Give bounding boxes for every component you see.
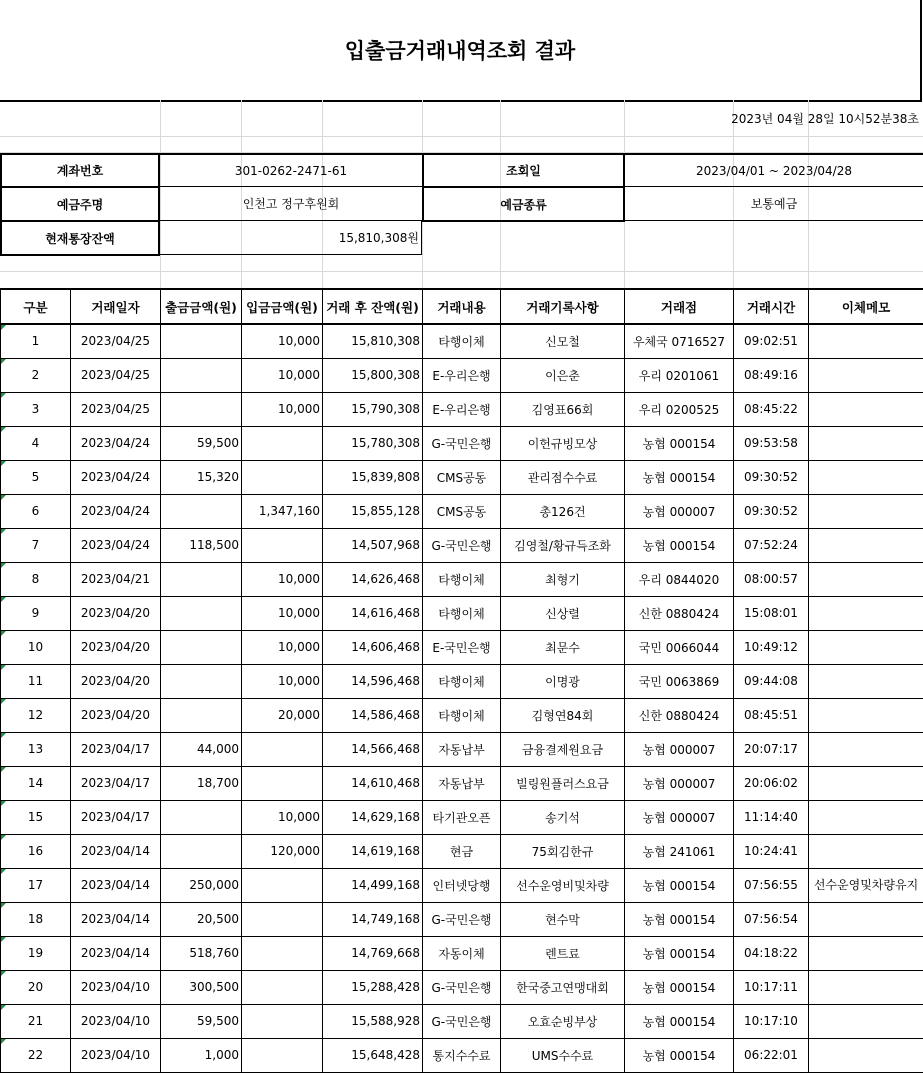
cell-time: 20:06:02 — [734, 766, 809, 800]
table-row — [1, 562, 923, 596]
cell-time: 10:17:11 — [734, 970, 809, 1004]
cell-branch: 농협 000007 — [625, 494, 734, 528]
cell-withdrawal — [161, 698, 242, 732]
cell-record: 신모철 — [501, 324, 625, 358]
cell-type: 타행이체 — [423, 664, 501, 698]
cell-record: 김형연84회 — [501, 698, 625, 732]
table-row — [1, 698, 923, 732]
cell-no: 16 — [1, 834, 71, 868]
cell-branch: 국민 0063869 — [625, 664, 734, 698]
cell-branch: 우리 0844020 — [625, 562, 734, 596]
table-row — [1, 732, 923, 766]
cell-deposit: 10,000 — [242, 664, 323, 698]
cell-deposit: 10,000 — [242, 562, 323, 596]
cell-no: 7 — [1, 528, 71, 562]
cell-record: 선수운영비및차량 — [501, 868, 625, 902]
cell-date: 2023/04/17 — [71, 766, 161, 800]
cell-record: UMS수수료 — [501, 1038, 625, 1072]
cell-type: 타행이체 — [423, 596, 501, 630]
cell-deposit — [242, 460, 323, 494]
cell-memo — [809, 902, 923, 936]
cell-type: CMS공동 — [423, 460, 501, 494]
cell-withdrawal — [161, 324, 242, 358]
cell-branch: 농협 000154 — [625, 1004, 734, 1038]
cell-time: 08:49:16 — [734, 358, 809, 392]
cell-date: 2023/04/25 — [71, 324, 161, 358]
table-row — [1, 324, 923, 358]
cell-date: 2023/04/25 — [71, 392, 161, 426]
cell-memo — [809, 596, 923, 630]
cell-withdrawal — [161, 834, 242, 868]
cell-deposit: 10,000 — [242, 358, 323, 392]
cell-deposit — [242, 426, 323, 460]
account-number-label: 계좌번호 — [0, 153, 160, 188]
cell-time: 08:00:57 — [734, 562, 809, 596]
header-no: 구분 — [1, 289, 71, 324]
cell-memo — [809, 426, 923, 460]
header-branch: 거래점 — [625, 289, 734, 324]
cell-balance: 14,629,168 — [323, 800, 423, 834]
cell-date: 2023/04/24 — [71, 528, 161, 562]
cell-memo: 선수운영및차량유지 — [809, 868, 923, 902]
cell-time: 09:53:58 — [734, 426, 809, 460]
cell-balance: 14,566,468 — [323, 732, 423, 766]
cell-withdrawal — [161, 630, 242, 664]
table-row — [1, 460, 923, 494]
table-row — [1, 1004, 923, 1038]
cell-branch: 신한 0880424 — [625, 698, 734, 732]
cell-date: 2023/04/14 — [71, 936, 161, 970]
cell-branch: 농협 000007 — [625, 766, 734, 800]
cell-date: 2023/04/20 — [71, 596, 161, 630]
cell-branch: 농협 000007 — [625, 800, 734, 834]
cell-record: 관리점수수료 — [501, 460, 625, 494]
cell-type: G-국민은행 — [423, 970, 501, 1004]
cell-no: 10 — [1, 630, 71, 664]
cell-date: 2023/04/10 — [71, 970, 161, 1004]
cell-memo — [809, 562, 923, 596]
cell-balance: 14,619,168 — [323, 834, 423, 868]
cell-date: 2023/04/24 — [71, 426, 161, 460]
cell-type: E-우리은행 — [423, 358, 501, 392]
cell-time: 07:56:55 — [734, 868, 809, 902]
cell-withdrawal — [161, 562, 242, 596]
cell-date: 2023/04/10 — [71, 1038, 161, 1072]
grid-line — [0, 136, 923, 137]
table-row — [1, 528, 923, 562]
cell-deposit: 120,000 — [242, 834, 323, 868]
deposit-type-value: 보통예금 — [625, 187, 923, 221]
cell-time: 09:30:52 — [734, 494, 809, 528]
cell-date: 2023/04/21 — [71, 562, 161, 596]
cell-balance: 14,769,668 — [323, 936, 423, 970]
cell-type: 자동납부 — [423, 732, 501, 766]
cell-balance: 15,855,128 — [323, 494, 423, 528]
cell-type: 타행이체 — [423, 562, 501, 596]
table-header-row — [1, 289, 923, 324]
cell-no: 11 — [1, 664, 71, 698]
cell-time: 06:22:01 — [734, 1038, 809, 1072]
cell-type: G-국민은행 — [423, 528, 501, 562]
cell-memo — [809, 698, 923, 732]
cell-memo — [809, 392, 923, 426]
cell-type: G-국민은행 — [423, 902, 501, 936]
cell-branch: 농협 000154 — [625, 868, 734, 902]
table-row — [1, 426, 923, 460]
cell-time: 04:18:22 — [734, 936, 809, 970]
cell-withdrawal: 118,500 — [161, 528, 242, 562]
cell-withdrawal: 44,000 — [161, 732, 242, 766]
transactions-table — [0, 288, 923, 1073]
table-row — [1, 630, 923, 664]
cell-memo — [809, 766, 923, 800]
cell-deposit — [242, 1004, 323, 1038]
cell-time: 20:07:17 — [734, 732, 809, 766]
cell-balance: 14,586,468 — [323, 698, 423, 732]
cell-balance: 14,596,468 — [323, 664, 423, 698]
cell-deposit — [242, 766, 323, 800]
cell-date: 2023/04/25 — [71, 358, 161, 392]
cell-type: G-국민은행 — [423, 1004, 501, 1038]
cell-time: 08:45:22 — [734, 392, 809, 426]
cell-record: 빌링원플러스요금 — [501, 766, 625, 800]
cell-no: 4 — [1, 426, 71, 460]
cell-withdrawal — [161, 392, 242, 426]
cell-type: 인터넷당행 — [423, 868, 501, 902]
table-row — [1, 596, 923, 630]
cell-balance: 14,749,168 — [323, 902, 423, 936]
cell-memo — [809, 970, 923, 1004]
cell-deposit — [242, 528, 323, 562]
cell-no: 14 — [1, 766, 71, 800]
header-date: 거래일자 — [71, 289, 161, 324]
cell-no: 2 — [1, 358, 71, 392]
cell-record: 최문수 — [501, 630, 625, 664]
cell-record: 한국중고연맹대회 — [501, 970, 625, 1004]
header-deposit: 입금금액(원) — [242, 289, 323, 324]
header-type: 거래내용 — [423, 289, 501, 324]
cell-no: 12 — [1, 698, 71, 732]
cell-branch: 농협 000154 — [625, 970, 734, 1004]
cell-date: 2023/04/20 — [71, 664, 161, 698]
cell-record: 김영표66회 — [501, 392, 625, 426]
cell-deposit: 10,000 — [242, 324, 323, 358]
cell-balance: 15,839,808 — [323, 460, 423, 494]
cell-time: 07:52:24 — [734, 528, 809, 562]
cell-balance: 15,648,428 — [323, 1038, 423, 1072]
cell-date: 2023/04/17 — [71, 732, 161, 766]
cell-record: 렌트료 — [501, 936, 625, 970]
cell-time: 07:56:54 — [734, 902, 809, 936]
cell-date: 2023/04/24 — [71, 494, 161, 528]
cell-branch: 농협 000007 — [625, 732, 734, 766]
cell-balance: 14,616,468 — [323, 596, 423, 630]
cell-no: 21 — [1, 1004, 71, 1038]
cell-time: 15:08:01 — [734, 596, 809, 630]
cell-date: 2023/04/14 — [71, 834, 161, 868]
cell-memo — [809, 936, 923, 970]
cell-date: 2023/04/10 — [71, 1004, 161, 1038]
deposit-type-label: 예금종류 — [422, 186, 625, 222]
header-time: 거래시간 — [734, 289, 809, 324]
header-memo: 이체메모 — [809, 289, 923, 324]
table-row — [1, 834, 923, 868]
cell-no: 15 — [1, 800, 71, 834]
cell-branch: 우리 0200525 — [625, 392, 734, 426]
query-timestamp: 2023년 04월 28일 10시52분38초 — [731, 110, 919, 127]
cell-balance: 15,800,308 — [323, 358, 423, 392]
cell-no: 3 — [1, 392, 71, 426]
cell-time: 10:17:10 — [734, 1004, 809, 1038]
cell-branch: 신한 0880424 — [625, 596, 734, 630]
cell-deposit — [242, 970, 323, 1004]
cell-branch: 농협 000154 — [625, 426, 734, 460]
balance-value: 15,810,308원 — [160, 221, 422, 255]
cell-no: 6 — [1, 494, 71, 528]
cell-withdrawal: 18,700 — [161, 766, 242, 800]
cell-withdrawal — [161, 664, 242, 698]
cell-memo — [809, 460, 923, 494]
cell-time: 10:24:41 — [734, 834, 809, 868]
cell-record: 이명광 — [501, 664, 625, 698]
cell-memo — [809, 630, 923, 664]
cell-memo — [809, 834, 923, 868]
cell-record: 신상렬 — [501, 596, 625, 630]
cell-branch: 농협 000154 — [625, 1038, 734, 1072]
cell-no: 1 — [1, 324, 71, 358]
report-title-box — [0, 0, 922, 102]
cell-no: 19 — [1, 936, 71, 970]
cell-balance: 14,610,468 — [323, 766, 423, 800]
table-row — [1, 766, 923, 800]
cell-balance: 14,507,968 — [323, 528, 423, 562]
header-record: 거래기록사항 — [501, 289, 625, 324]
cell-withdrawal: 59,500 — [161, 1004, 242, 1038]
cell-deposit — [242, 1038, 323, 1072]
cell-memo — [809, 732, 923, 766]
cell-type: E-우리은행 — [423, 392, 501, 426]
cell-record: 송기석 — [501, 800, 625, 834]
cell-deposit — [242, 936, 323, 970]
cell-type: 통지수수료 — [423, 1038, 501, 1072]
cell-no: 5 — [1, 460, 71, 494]
cell-memo — [809, 494, 923, 528]
cell-date: 2023/04/20 — [71, 698, 161, 732]
cell-balance: 15,790,308 — [323, 392, 423, 426]
cell-type: CMS공동 — [423, 494, 501, 528]
cell-time: 09:30:52 — [734, 460, 809, 494]
table-row — [1, 902, 923, 936]
cell-record: 금융결제원요금 — [501, 732, 625, 766]
cell-branch: 농협 000154 — [625, 936, 734, 970]
cell-no: 18 — [1, 902, 71, 936]
cell-no: 9 — [1, 596, 71, 630]
cell-balance: 15,588,928 — [323, 1004, 423, 1038]
cell-date: 2023/04/17 — [71, 800, 161, 834]
cell-memo — [809, 358, 923, 392]
cell-type: 타행이체 — [423, 698, 501, 732]
cell-memo — [809, 800, 923, 834]
cell-date: 2023/04/14 — [71, 868, 161, 902]
cell-type: G-국민은행 — [423, 426, 501, 460]
cell-memo — [809, 324, 923, 358]
cell-time: 09:02:51 — [734, 324, 809, 358]
cell-withdrawal: 300,500 — [161, 970, 242, 1004]
report-title: 입출금거래내역조회 결과 — [345, 35, 575, 65]
cell-deposit: 10,000 — [242, 596, 323, 630]
cell-branch: 국민 0066044 — [625, 630, 734, 664]
cell-deposit: 20,000 — [242, 698, 323, 732]
cell-balance: 14,606,468 — [323, 630, 423, 664]
balance-label: 현재통장잔액 — [0, 220, 160, 256]
cell-withdrawal: 250,000 — [161, 868, 242, 902]
cell-balance: 15,810,308 — [323, 324, 423, 358]
table-row — [1, 800, 923, 834]
table-row — [1, 392, 923, 426]
cell-record: 이은춘 — [501, 358, 625, 392]
cell-balance: 15,288,428 — [323, 970, 423, 1004]
cell-deposit: 1,347,160 — [242, 494, 323, 528]
cell-time: 10:49:12 — [734, 630, 809, 664]
cell-deposit — [242, 868, 323, 902]
cell-deposit: 10,000 — [242, 392, 323, 426]
cell-withdrawal: 20,500 — [161, 902, 242, 936]
query-date-label: 조회일 — [422, 153, 625, 188]
cell-date: 2023/04/24 — [71, 460, 161, 494]
cell-withdrawal — [161, 494, 242, 528]
header-balance: 거래 후 잔액(원) — [323, 289, 423, 324]
cell-type: 타행이체 — [423, 324, 501, 358]
cell-record: 75회김한규 — [501, 834, 625, 868]
cell-branch: 우체국 0716527 — [625, 324, 734, 358]
cell-branch: 농협 000154 — [625, 902, 734, 936]
cell-no: 13 — [1, 732, 71, 766]
cell-deposit — [242, 732, 323, 766]
table-row — [1, 1038, 923, 1072]
cell-record: 총126건 — [501, 494, 625, 528]
grid-line — [0, 271, 923, 272]
cell-record: 김영철/황규득조화 — [501, 528, 625, 562]
cell-withdrawal — [161, 800, 242, 834]
cell-memo — [809, 1004, 923, 1038]
cell-balance: 15,780,308 — [323, 426, 423, 460]
table-row — [1, 936, 923, 970]
table-row — [1, 664, 923, 698]
cell-type: 자동납부 — [423, 766, 501, 800]
cell-memo — [809, 1038, 923, 1072]
cell-memo — [809, 664, 923, 698]
holder-value: 인천고 정구후원회 — [160, 187, 422, 221]
cell-record: 현수막 — [501, 902, 625, 936]
cell-withdrawal: 1,000 — [161, 1038, 242, 1072]
cell-type: E-국민은행 — [423, 630, 501, 664]
table-row — [1, 868, 923, 902]
cell-branch: 농협 000154 — [625, 460, 734, 494]
cell-deposit: 10,000 — [242, 800, 323, 834]
cell-deposit: 10,000 — [242, 630, 323, 664]
cell-date: 2023/04/20 — [71, 630, 161, 664]
query-date-value: 2023/04/01 ~ 2023/04/28 — [625, 153, 923, 187]
cell-record: 오효순빙부상 — [501, 1004, 625, 1038]
cell-branch: 우리 0201061 — [625, 358, 734, 392]
cell-record: 최형기 — [501, 562, 625, 596]
cell-withdrawal — [161, 358, 242, 392]
holder-label: 예금주명 — [0, 186, 160, 222]
cell-no: 22 — [1, 1038, 71, 1072]
cell-withdrawal: 15,320 — [161, 460, 242, 494]
cell-withdrawal: 59,500 — [161, 426, 242, 460]
cell-no: 17 — [1, 868, 71, 902]
cell-type: 현금 — [423, 834, 501, 868]
cell-no: 8 — [1, 562, 71, 596]
cell-branch: 농협 000154 — [625, 528, 734, 562]
account-number-value: 301-0262-2471-61 — [160, 153, 422, 187]
cell-branch: 농협 241061 — [625, 834, 734, 868]
cell-date: 2023/04/14 — [71, 902, 161, 936]
cell-memo — [809, 528, 923, 562]
cell-time: 09:44:08 — [734, 664, 809, 698]
cell-no: 20 — [1, 970, 71, 1004]
cell-time: 08:45:51 — [734, 698, 809, 732]
cell-type: 타기관오픈 — [423, 800, 501, 834]
cell-record: 이헌규빙모상 — [501, 426, 625, 460]
cell-deposit — [242, 902, 323, 936]
cell-balance: 14,626,468 — [323, 562, 423, 596]
header-withdrawal: 출금금액(원) — [161, 289, 242, 324]
cell-type: 자동이체 — [423, 936, 501, 970]
cell-withdrawal — [161, 596, 242, 630]
cell-withdrawal: 518,760 — [161, 936, 242, 970]
table-row — [1, 358, 923, 392]
table-row — [1, 970, 923, 1004]
cell-time: 11:14:40 — [734, 800, 809, 834]
table-row — [1, 494, 923, 528]
cell-balance: 14,499,168 — [323, 868, 423, 902]
